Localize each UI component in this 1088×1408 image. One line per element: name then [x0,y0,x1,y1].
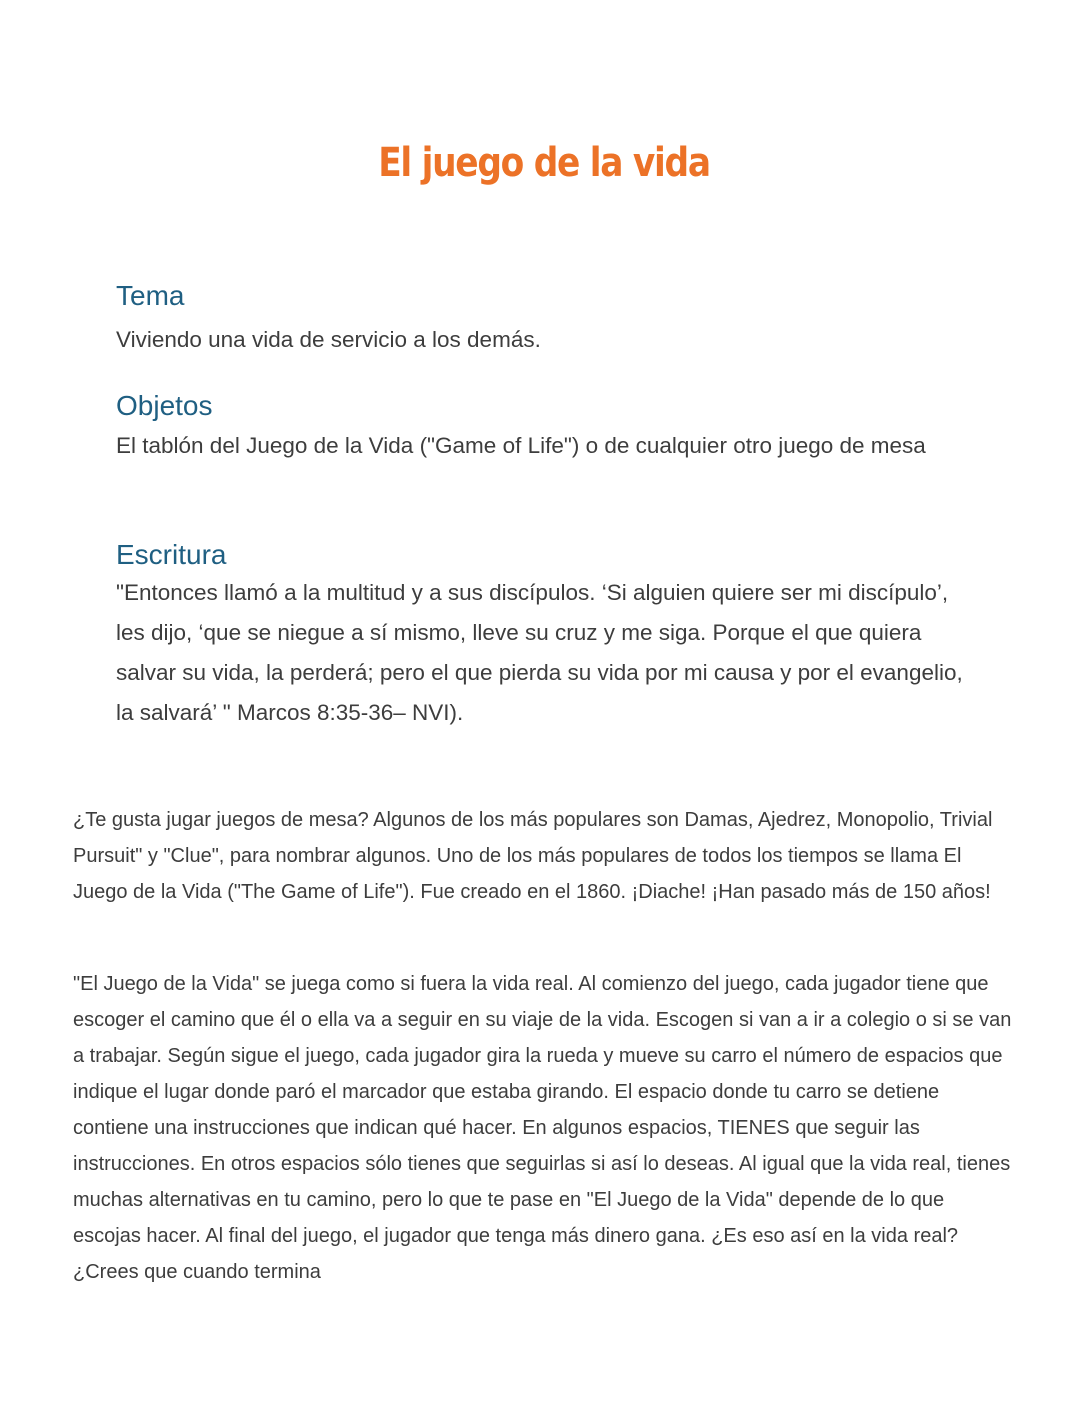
body-paragraph-text: ¿Te gusta jugar juegos de mesa? Algunos de los más populares son Damas, Ajedrez, Monopolio, Trivial Pursuit" y "Clue", para nombrar algunos. Uno de los más populares de todos los tiempos se llama El Juego de la Vida ("The Game of Life"). Fue creado en el 1860. ¡Diache! ¡Han pasado más de 150 años! [73,809,993,903]
section-tema [116,278,976,360]
section-text-objetos: El tablón del Juego de la Vida ("Game of Life") o de cualquier otro juego de mesa [116,433,926,458]
body-paragraph-text: "El Juego de la Vida" se juega como si fuera la vida real. Al comienzo del juego, cada jugador tiene que escoger el camino que él o ella va a seguir en su viaje de la vida. Escogen si van a ir a colegio o si se van a trabajar. Según sigue el juego, cada jugador gira la rueda y mueve su carro el número de espacios que indique el lugar donde paró el marcador que estaba girando. El espacio donde tu carro se detiene contiene una instrucciones que indican qué hacer. En algunos espacios, TIENES que seguir las instrucciones. En otros espacios sólo tienes que seguirlas si así lo deseas. Al igual que la vida real, tienes muchas alternativas en tu camino, pero lo que te pase en "El Juego de la Vida" depende de lo que escojas hacer. Al final del juego, el jugador que tenga más dinero gana. ¿Es eso así en la vida real? ¿Crees que cuando termina [73,973,1012,1283]
section-text-escritura: "Entonces llamó a la multitud y a sus discípulos. ‘Si alguien quiere ser mi discípulo’, les dijo, ‘que se niegue a sí mismo, lleve su cruz y me siga. Porque el que quiera salvar su vida, la perderá; pero el que pierda su vida por mi causa y por el evangelio, la salvará’ " Marcos 8:35-36– NVI). [116,580,963,725]
section-objetos [116,388,976,466]
section-heading-escritura: Escritura [116,539,227,570]
body-paragraph-2 [73,966,1017,1290]
body-paragraph-1 [73,802,1017,910]
section-text-tema: Viviendo una vida de servicio a los demás. [116,327,541,352]
section-escritura [116,537,976,733]
section-heading-tema: Tema [116,280,185,311]
section-heading-objetos: Objetos [116,390,213,421]
page-title: El juego de la vida [378,140,710,186]
